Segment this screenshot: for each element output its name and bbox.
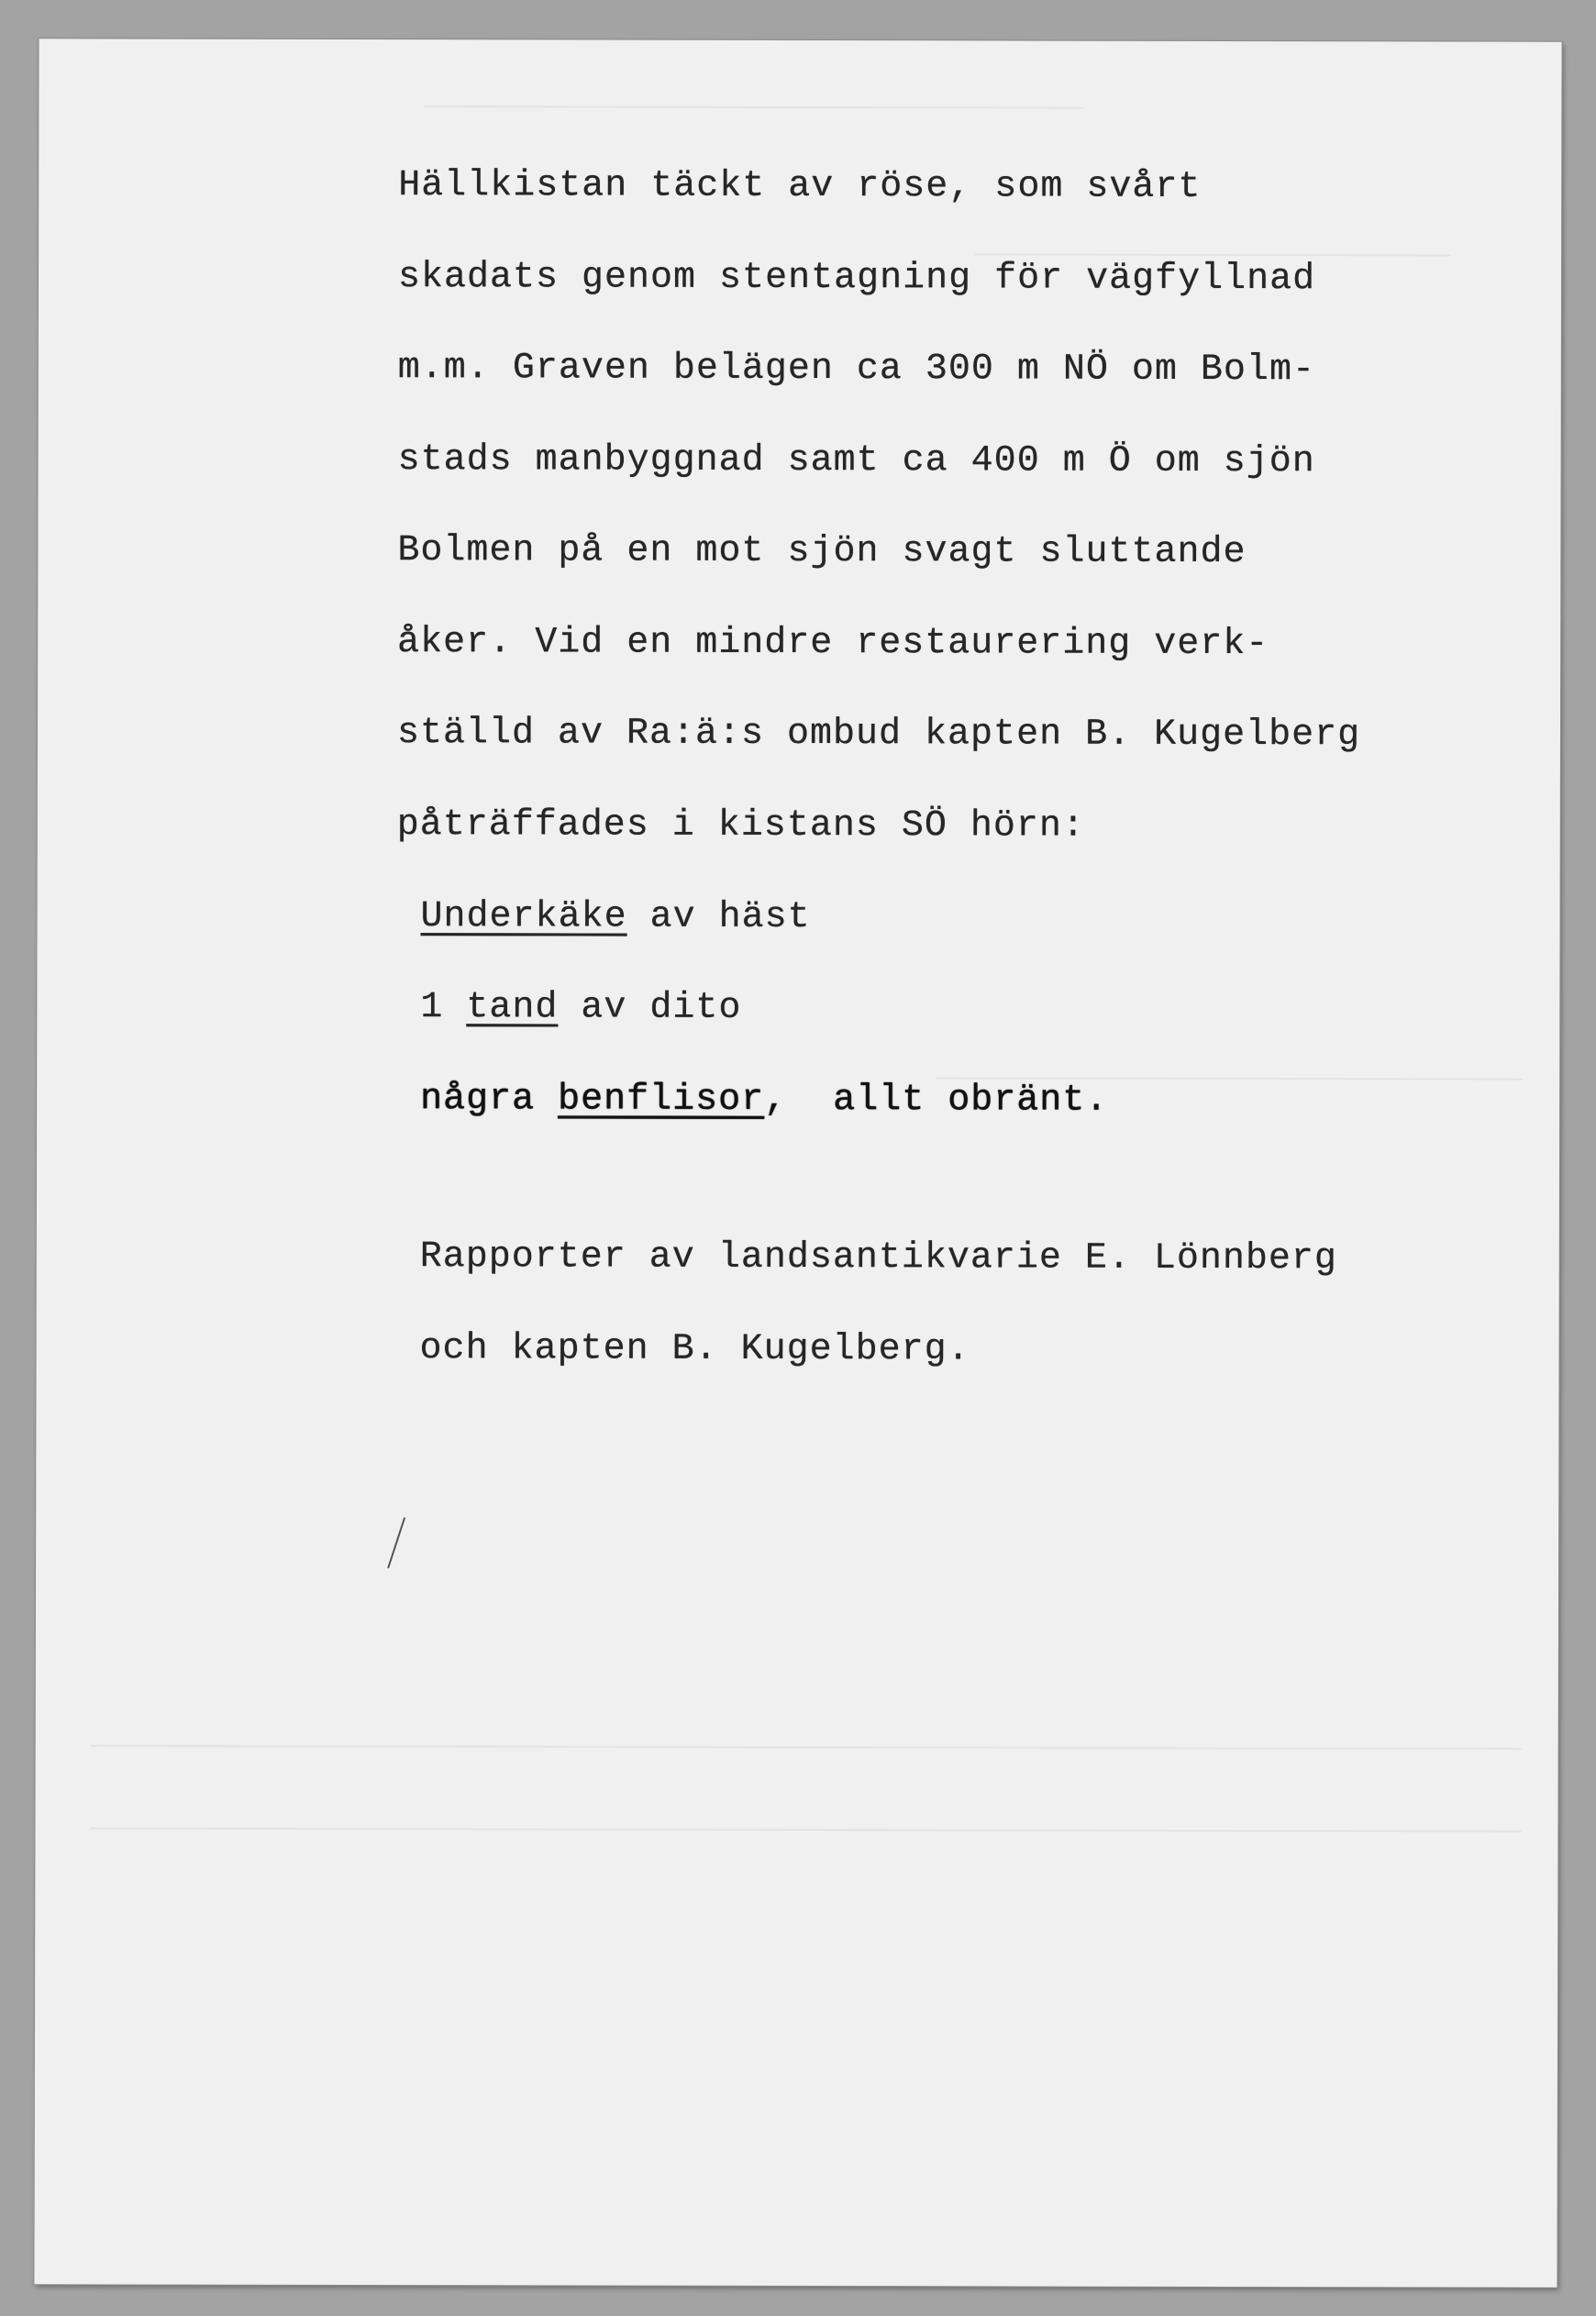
underlined-word: Underkäke [420, 896, 627, 938]
text-line-2: skadats genom stentagning för vägfyllnad [397, 257, 1316, 301]
report-line-1: Rapporter av landsantikvarie E. Lönnberg [419, 1236, 1337, 1280]
underlined-word: benflisor [558, 1079, 765, 1121]
text-line-1: Hällkistan täckt av röse, som svårt [398, 165, 1202, 208]
bleed-through-line [91, 1745, 1522, 1749]
text-line-8: påträffades i kistans SÖ hörn: [396, 804, 1085, 848]
bleed-through-line [90, 1827, 1521, 1832]
text-line-5: Bolmen på en mot sjön svagt sluttande [397, 530, 1247, 574]
find-item-prefix: 1 [420, 987, 467, 1029]
find-item-bone-splinters [420, 1081, 1108, 1120]
find-item-tooth [420, 987, 742, 1029]
paper-sheet [34, 39, 1561, 2287]
find-item-rest: av dito [558, 987, 742, 1029]
bleed-through-line [974, 253, 1451, 256]
text-line-6: åker. Vid en mindre restaurering verk- [397, 622, 1269, 666]
find-item-rest: , allt obränt. [764, 1079, 1109, 1122]
stray-pen-mark [387, 1517, 405, 1568]
text-line-7: ställd av Ra:ä:s ombud kapten B. Kugelberg [396, 713, 1361, 757]
text-line-4: stads manbyggnad samt ca 400 m Ö om sjön [397, 439, 1315, 483]
find-item-horse-jaw [420, 896, 811, 939]
text-line-3: m.m. Graven belägen ca 300 m NÖ om Bolm- [397, 348, 1316, 392]
find-item-rest: av häst [626, 896, 811, 939]
underlined-word: tand [466, 987, 559, 1029]
bleed-through-line [424, 105, 1084, 109]
report-line-2: och kapten B. Kugelberg. [419, 1328, 970, 1371]
find-item-prefix: några [420, 1079, 559, 1121]
